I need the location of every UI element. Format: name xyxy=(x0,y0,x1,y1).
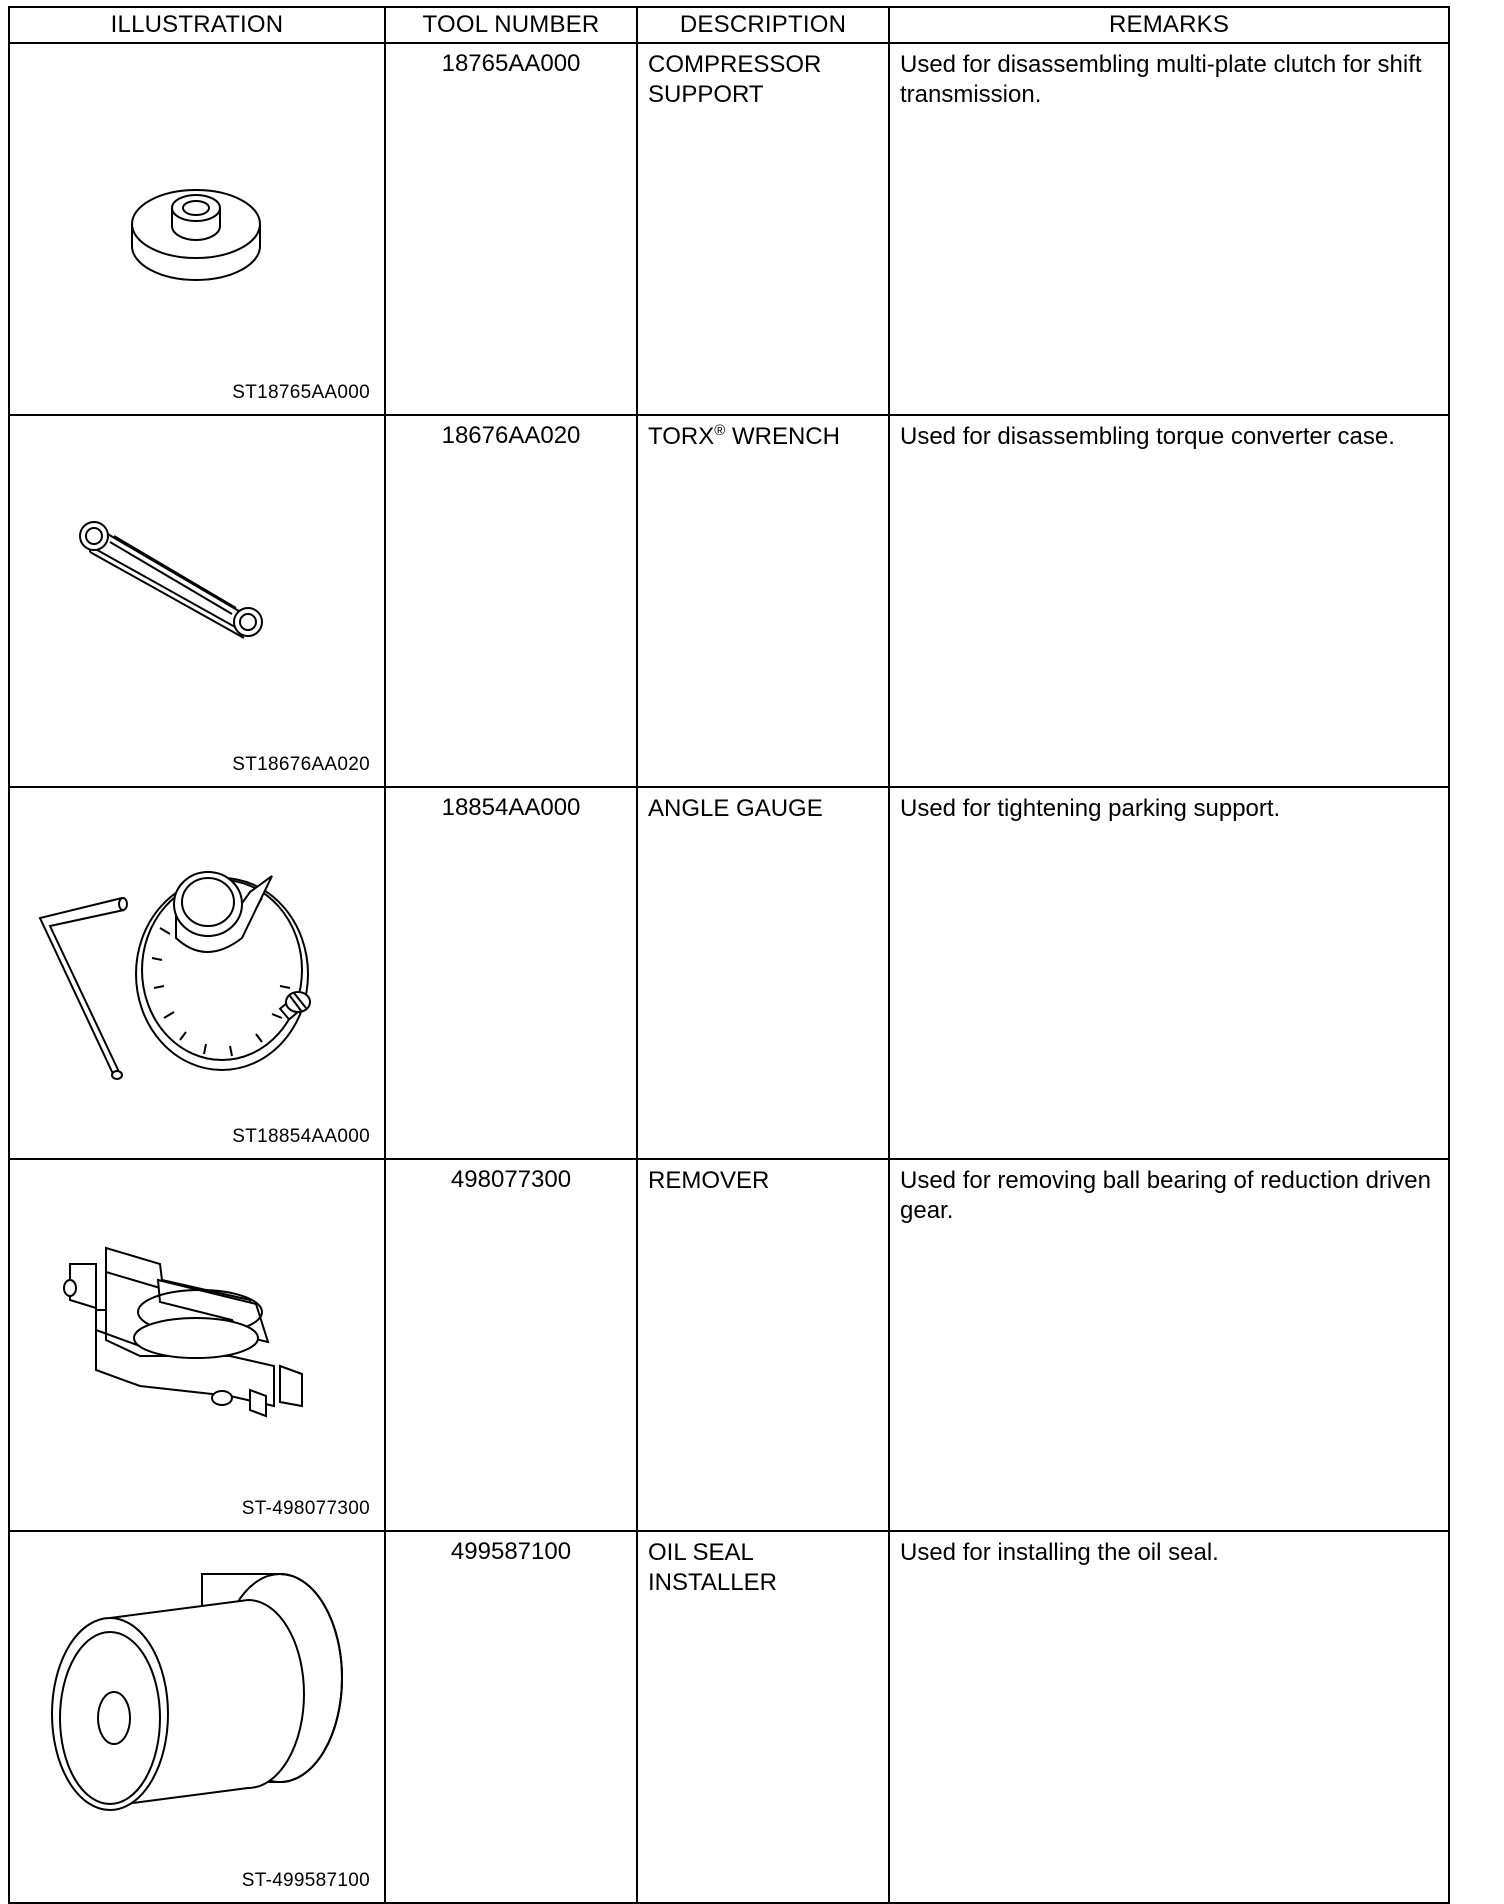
illustration-code: ST18676AA020 xyxy=(232,754,370,775)
tool-number-cell: 499587100 xyxy=(385,1531,637,1903)
header-illustration: ILLUSTRATION xyxy=(9,7,385,43)
table-row xyxy=(9,43,1449,415)
tool-number-cell: 18765AA000 xyxy=(385,43,637,415)
description-cell xyxy=(637,1531,889,1903)
illustration-cell xyxy=(9,787,385,1159)
tool-number-cell: 498077300 xyxy=(385,1159,637,1531)
remarks-cell: Used for disassembling torque converter case. xyxy=(889,415,1449,787)
tool-number-cell: 18854AA000 xyxy=(385,787,637,1159)
compressor-support-illustration xyxy=(10,44,382,408)
description-line: SUPPORT xyxy=(648,81,764,108)
header-description: DESCRIPTION xyxy=(637,7,889,43)
table-row xyxy=(9,415,1449,787)
remover-illustration xyxy=(10,1160,382,1524)
special-tools-sheet xyxy=(8,6,1448,1891)
table-row xyxy=(9,1159,1449,1531)
special-tools-table xyxy=(8,6,1450,1904)
torx-wrench-illustration xyxy=(10,416,382,780)
illustration-code: ST-499587100 xyxy=(241,1870,370,1891)
description-cell: REMOVER xyxy=(637,1159,889,1531)
description-line: INSTALLER xyxy=(648,1569,777,1596)
oil-seal-installer-illustration xyxy=(10,1532,382,1896)
illustration-code: ST-498077300 xyxy=(241,1498,370,1519)
table-header-row xyxy=(9,7,1449,43)
illustration-code: ST18854AA000 xyxy=(232,1126,370,1147)
remarks-cell: Used for removing ball bearing of reduction driven gear. xyxy=(889,1159,1449,1531)
header-remarks: REMARKS xyxy=(889,7,1449,43)
illustration-cell xyxy=(9,1159,385,1531)
illustration-cell xyxy=(9,415,385,787)
remarks-cell: Used for installing the oil seal. xyxy=(889,1531,1449,1903)
description-main: TORX xyxy=(648,423,715,450)
angle-gauge-illustration xyxy=(10,788,382,1152)
illustration-cell xyxy=(9,1531,385,1903)
table-row xyxy=(9,787,1449,1159)
remarks-cell: Used for disassembling multi-plate clutch for shift transmission. xyxy=(889,43,1449,415)
description-cell: ANGLE GAUGE xyxy=(637,787,889,1159)
table-row xyxy=(9,1531,1449,1903)
description-rest: WRENCH xyxy=(725,423,840,450)
illustration-code: ST18765AA000 xyxy=(232,382,370,403)
remarks-cell: Used for tightening parking support. xyxy=(889,787,1449,1159)
header-tool-number: TOOL NUMBER xyxy=(385,7,637,43)
illustration-cell xyxy=(9,43,385,415)
description-cell xyxy=(637,43,889,415)
registered-mark: ® xyxy=(714,422,726,439)
tool-number-cell: 18676AA020 xyxy=(385,415,637,787)
description-cell xyxy=(637,415,889,787)
description-line: COMPRESSOR xyxy=(648,51,822,78)
description-line: OIL SEAL xyxy=(648,1539,754,1566)
